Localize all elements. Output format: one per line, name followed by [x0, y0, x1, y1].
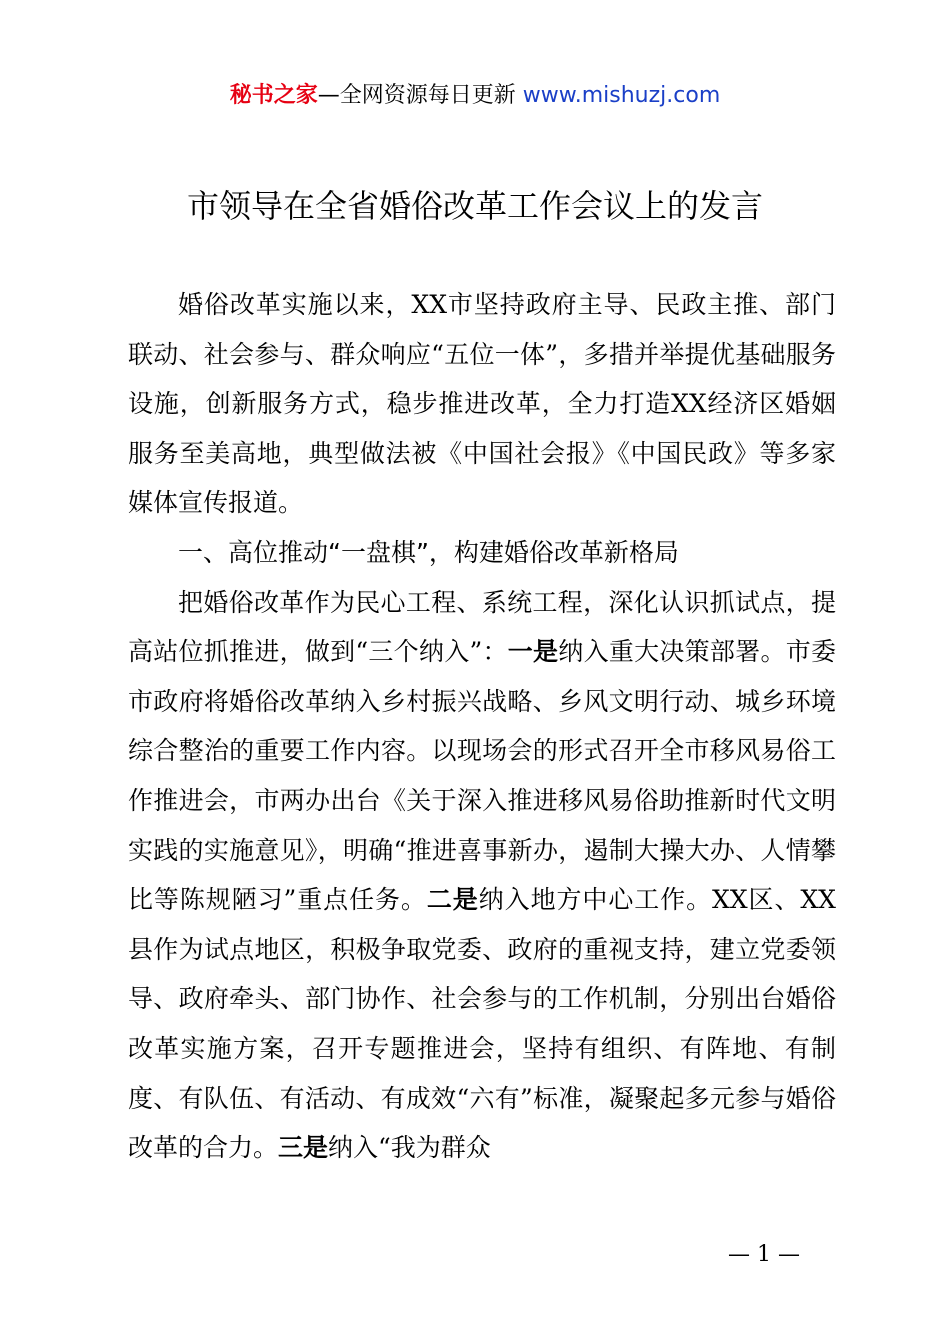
- section-paragraph: [128, 578, 836, 1173]
- section-heading: 一、高位推动“一盘棋”，构建婚俗改革新格局: [178, 537, 679, 567]
- point-label-2: 二是: [426, 885, 479, 915]
- paragraph-lead: 把婚俗改革作为民心工程、系统工程，深化认识抓试点，提高站位抓推进，做到“三个纳入”：: [128, 587, 836, 667]
- point-label-3: 三是: [278, 1133, 329, 1163]
- page-number: — 1 —: [728, 1242, 800, 1267]
- site-url: www.mishuzj.com: [522, 83, 721, 108]
- brand-name: 秘书之家: [229, 83, 318, 108]
- document-title: 市领导在全省婚俗改革工作会议上的发言: [186, 187, 763, 225]
- site-banner: [0, 80, 950, 112]
- intro-paragraph: 婚俗改革实施以来，XX市坚持政府主导、民政主推、部门联动、社会参与、群众响应“五位一体”，多措并举提优基础服务设施，创新服务方式，稳步推进改革，全力打造XX经济区婚姻服务至美高地，典型做法被《中国社会报》《中国民政》等多家媒体宣传报道。: [128, 290, 836, 518]
- banner-tagline: —全网资源每日更新: [317, 83, 523, 108]
- point-text-1: 纳入重大决策部署。市委市政府将婚俗改革纳入乡村振兴战略、乡风文明行动、城乡环境综合整治的重要工作内容。以现场会的形式召开全市移风易俗工作推进会，市两办出台《关于深入推进移风易俗助推新时代文明实践的实施意见》，明确“推进喜事新办，遏制大操大办、人情攀比等陈规陋习”重点任务。: [128, 637, 836, 915]
- point-text-3: 纳入“我为群众: [328, 1133, 491, 1163]
- document-body: [128, 280, 836, 1173]
- point-label-1: 一是: [507, 637, 559, 667]
- point-text-2: 纳入地方中心工作。XX区、XX县作为试点地区，积极争取党委、政府的重视支持，建立党委领导、政府牵头、部门协作、社会参与的工作机制，分别出台婚俗改革实施方案，召开专题推进会，坚持有组织、有阵地、有制度、有队伍、有活动、有成效“六有”标准，凝聚起多元参与婚俗改革的合力。: [128, 885, 836, 1163]
